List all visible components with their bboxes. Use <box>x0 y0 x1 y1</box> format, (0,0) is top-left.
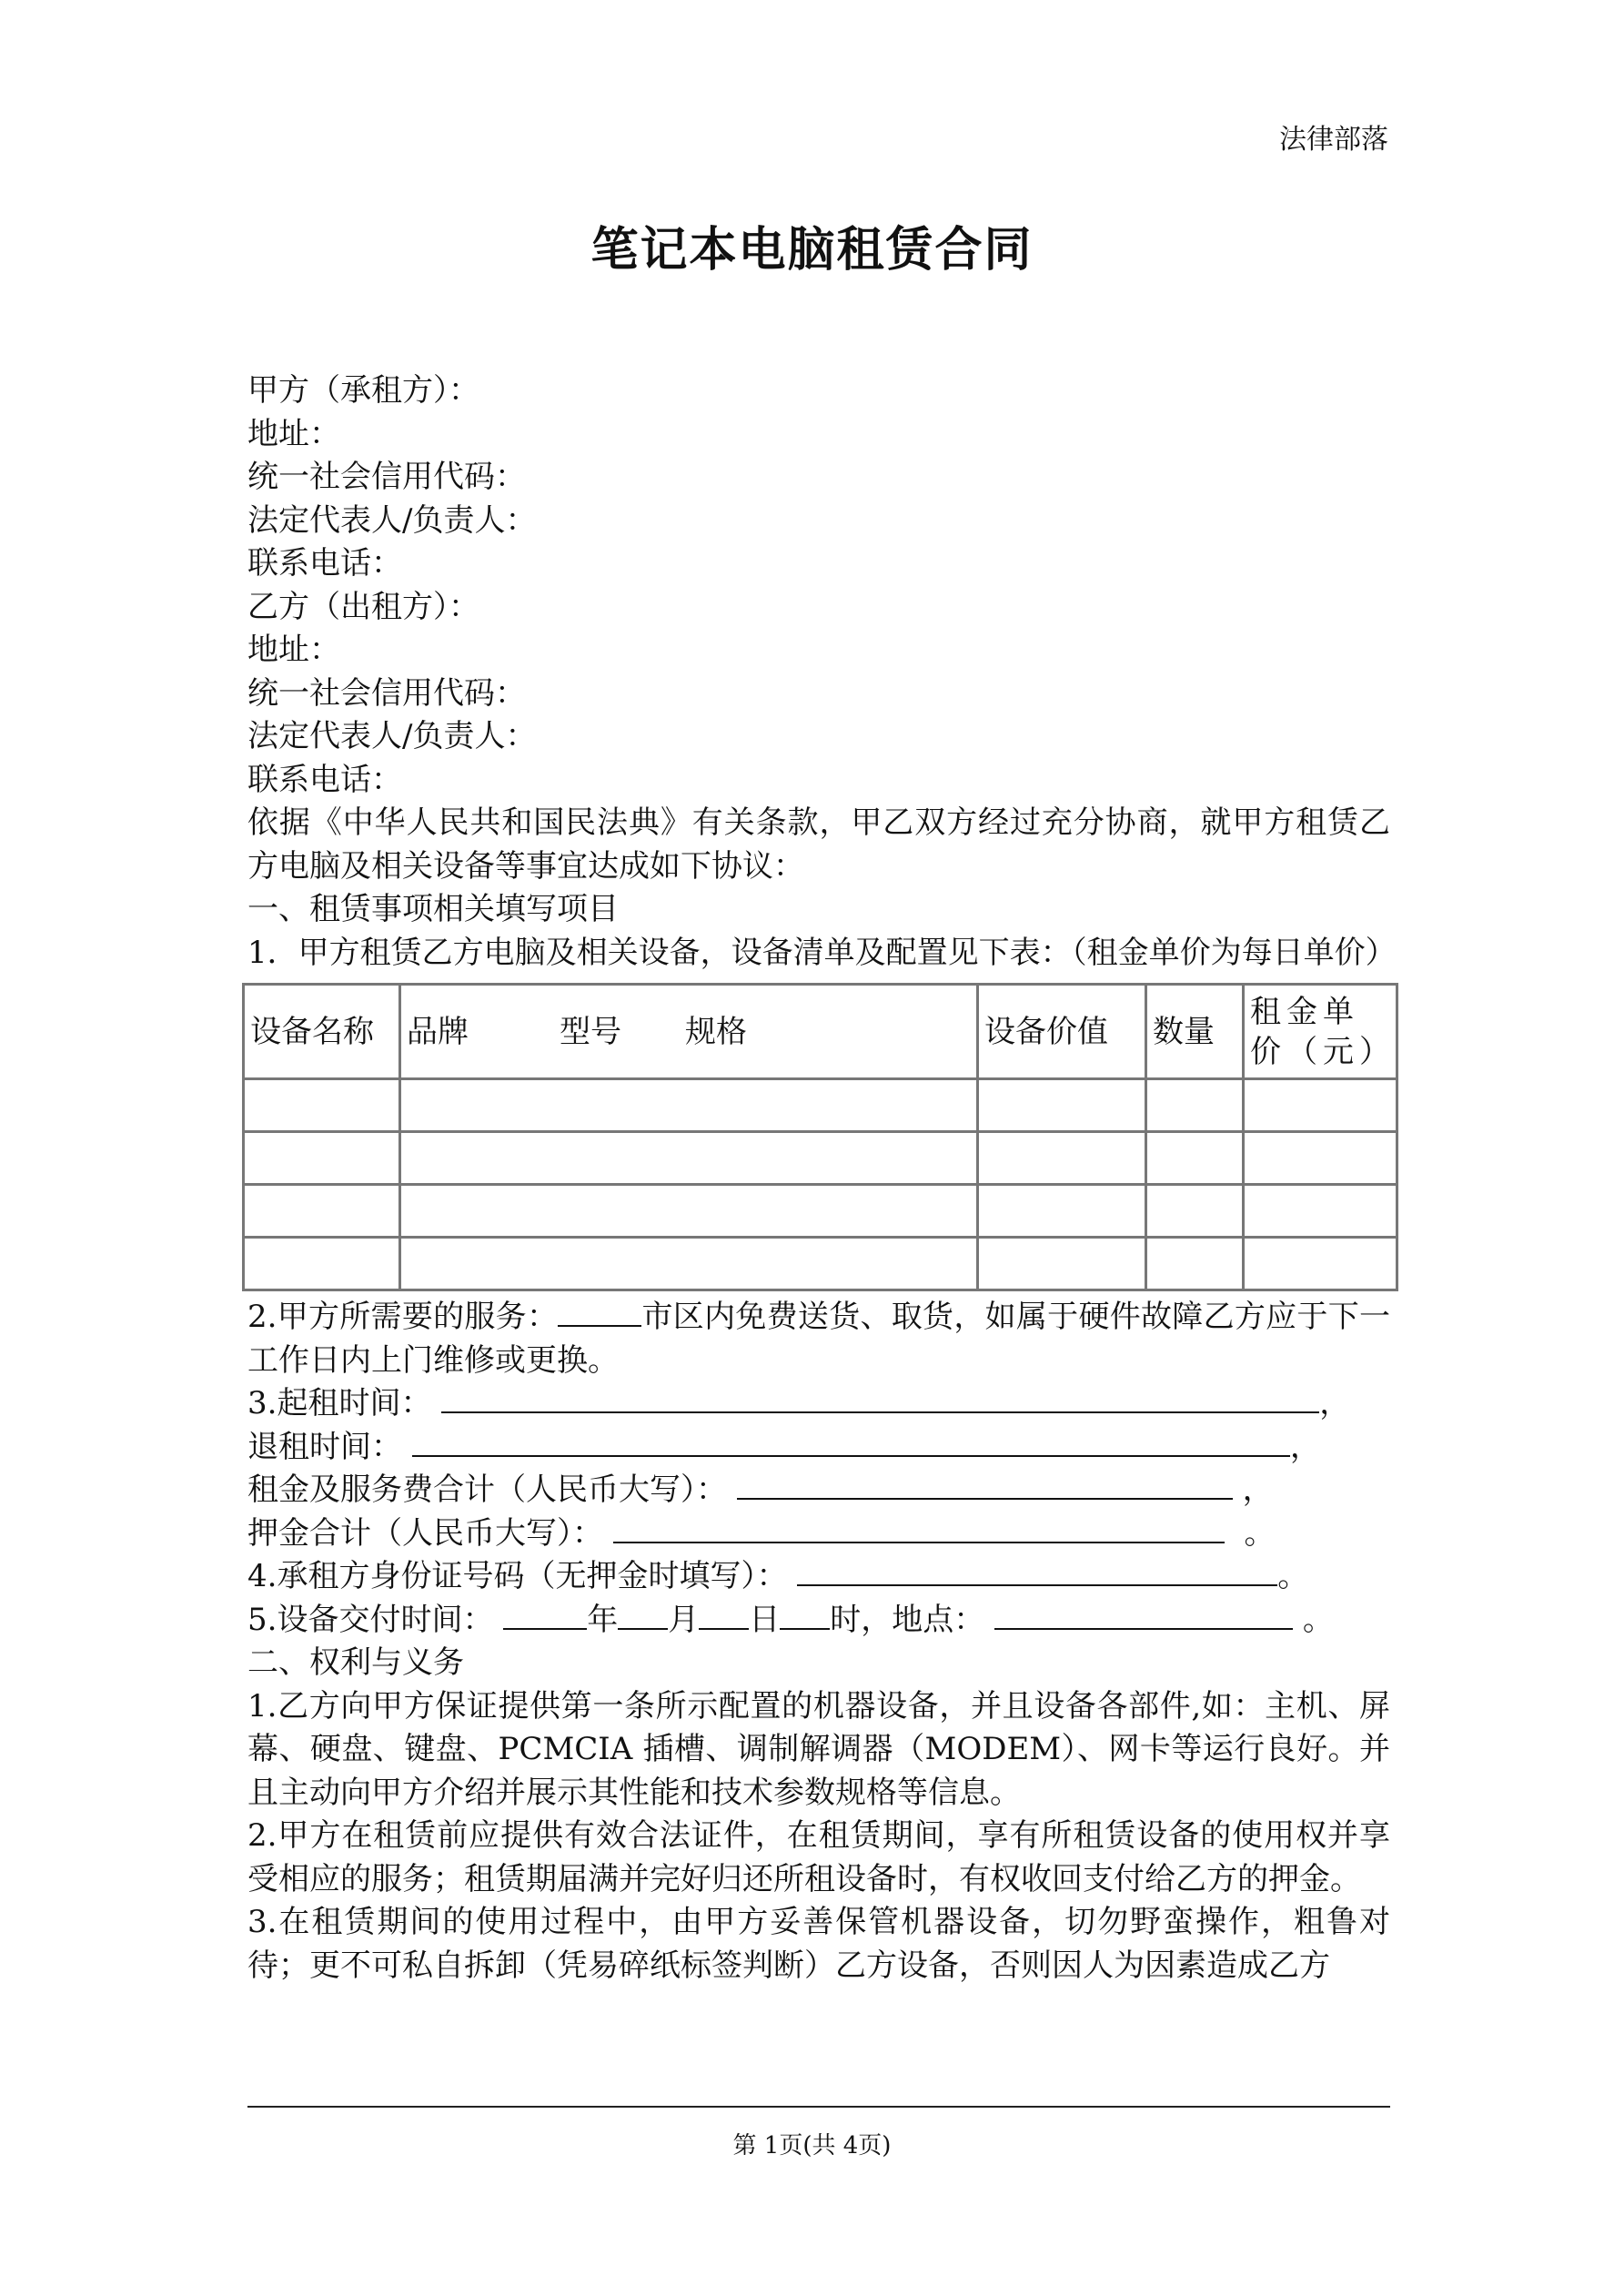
section1-heading: 一、租赁事项相关填写项目 <box>247 891 619 927</box>
cell[interactable] <box>1244 1238 1397 1290</box>
document-title: 笔记本电脑租赁合同 <box>590 222 1034 278</box>
end-date-blank[interactable] <box>412 1428 1290 1457</box>
header-brand-model-spec <box>400 985 978 1079</box>
item2-text: 市区内免费送货、取货，如属于硬件故障乙方应于下一工作日内上门维修或更换。 <box>247 1299 1390 1379</box>
party-a-address: 地址： <box>247 415 340 452</box>
cell[interactable] <box>1146 1079 1244 1132</box>
party-b-credit-code: 统一社会信用代码： <box>247 674 526 712</box>
day-label: 日 <box>749 1601 781 1638</box>
year-label: 年 <box>587 1601 619 1638</box>
table-row <box>244 1185 1397 1238</box>
cell[interactable] <box>1244 1185 1397 1238</box>
deposit-total-label: 押金合计（人民币大写）： <box>247 1514 603 1552</box>
month-label: 月 <box>668 1601 700 1638</box>
header-brand: 品牌 <box>407 1013 469 1050</box>
period: 。 <box>1302 1601 1334 1638</box>
party-b-phone: 联系电话： <box>247 761 402 798</box>
place-blank[interactable] <box>994 1601 1293 1630</box>
page-number: 第 1页(共 4页) <box>732 2132 892 2159</box>
party-a-label: 甲方（承租方）： <box>247 372 479 409</box>
document-body <box>247 369 1397 1988</box>
id-number-label: 4.承租方身份证号码（无押金时填写）： <box>247 1558 788 1594</box>
cell[interactable] <box>244 1238 400 1290</box>
year-blank[interactable] <box>503 1601 587 1630</box>
cell[interactable] <box>1146 1185 1244 1238</box>
cell[interactable] <box>1244 1132 1397 1185</box>
table-row <box>244 1132 1397 1185</box>
table-header-row <box>244 985 1397 1079</box>
section1-item2 <box>247 1296 1390 1382</box>
party-b-representative: 法定代表人/负责人： <box>247 718 537 754</box>
item2-label: 2.甲方所需要的服务： <box>247 1299 559 1335</box>
end-date-line <box>247 1426 1390 1470</box>
comma: ， <box>1289 1428 1321 1465</box>
section2-item1: 1.乙方向甲方保证提供第一条所示配置的机器设备，并且设备各部件,如：主机、屏幕、硬盘、键盘、PCMCIA 插槽、调制解调器（MODEM）、网卡等运行良好。并且主动向甲方介绍并展示其性能和技术参数规格等信息。 <box>247 1687 1390 1811</box>
party-b-label: 乙方（出租方）： <box>247 588 479 625</box>
cell[interactable] <box>978 1238 1146 1290</box>
id-number-line <box>247 1555 1390 1599</box>
header-quantity: 数量 <box>1146 985 1244 1079</box>
cell[interactable] <box>1146 1238 1244 1290</box>
cell[interactable] <box>244 1132 400 1185</box>
hour-blank[interactable] <box>780 1601 830 1630</box>
deposit-total-line <box>247 1512 1390 1556</box>
party-a-representative: 法定代表人/负责人： <box>247 501 537 539</box>
delivery-label: 5.设备交付时间： <box>247 1601 494 1638</box>
intro-paragraph: 依据《中华人民共和国民法典》有关条款，甲乙双方经过充分协商，就甲方租赁乙方电脑及相关设备等事宜达成如下协议： <box>247 804 1390 885</box>
cell[interactable] <box>244 1079 400 1132</box>
service-blank[interactable] <box>558 1298 641 1327</box>
fee-total-label: 租金及服务费合计（人民币大写）： <box>247 1472 727 1508</box>
header-name: 设备名称 <box>244 985 400 1079</box>
header-unit-price: 租金单价（元） <box>1244 985 1397 1079</box>
fee-total-blank[interactable] <box>737 1471 1233 1500</box>
period: 。 <box>1244 1514 1276 1552</box>
cell[interactable] <box>400 1132 978 1185</box>
header-model: 型号 <box>560 1013 621 1050</box>
cell[interactable] <box>400 1185 978 1238</box>
footer-divider <box>247 2106 1390 2108</box>
party-b-address: 地址： <box>247 632 340 668</box>
header-value: 设备价值 <box>978 985 1146 1079</box>
section2-item2: 2.甲方在租赁前应提供有效合法证件，在租赁期间，享有所租赁设备的使用权并享受相应的服务；租赁期届满并完好归还所租设备时，有权收回支付给乙方的押金。 <box>247 1817 1390 1897</box>
cell[interactable] <box>978 1132 1146 1185</box>
cell[interactable] <box>978 1079 1146 1132</box>
start-date-label: 3.起租时间： <box>247 1385 432 1421</box>
delivery-line <box>247 1599 1390 1643</box>
end-date-label: 退租时间： <box>247 1428 402 1465</box>
day-blank[interactable] <box>699 1601 749 1630</box>
comma: ， <box>1242 1472 1274 1508</box>
party-a-phone: 联系电话： <box>247 545 402 582</box>
cell[interactable] <box>400 1079 978 1132</box>
fee-total-line <box>247 1469 1390 1512</box>
hour-place-label: 时，地点： <box>830 1601 985 1638</box>
period: 。 <box>1277 1558 1309 1594</box>
section1-item1: 1．甲方租赁乙方电脑及相关设备，设备清单及配置见下表：（租金单价为每日单价） <box>247 934 1397 971</box>
cell[interactable] <box>244 1185 400 1238</box>
header-spec: 规格 <box>685 1013 747 1050</box>
table-row <box>244 1238 1397 1290</box>
equipment-table <box>242 983 1398 1291</box>
cell[interactable] <box>1146 1132 1244 1185</box>
section2-heading: 二、权利与义务 <box>247 1644 464 1681</box>
cell[interactable] <box>1244 1079 1397 1132</box>
header-source: 法律部落 <box>1279 124 1388 156</box>
table-row <box>244 1079 1397 1132</box>
comma: ， <box>1319 1385 1351 1421</box>
cell[interactable] <box>400 1238 978 1290</box>
month-blank[interactable] <box>618 1601 668 1630</box>
start-date-line <box>247 1382 1390 1426</box>
section2-item3: 3.在租赁期间的使用过程中，由甲方妥善保管机器设备，切勿野蛮操作，粗鲁对待；更不可私自拆卸（凭易碎纸标签判断）乙方设备，否则因人为因素造成乙方 <box>247 1904 1390 1984</box>
party-a-credit-code: 统一社会信用代码： <box>247 459 526 495</box>
id-number-blank[interactable] <box>797 1557 1277 1586</box>
start-date-blank[interactable] <box>441 1384 1319 1413</box>
deposit-total-blank[interactable] <box>613 1514 1225 1543</box>
cell[interactable] <box>978 1185 1146 1238</box>
